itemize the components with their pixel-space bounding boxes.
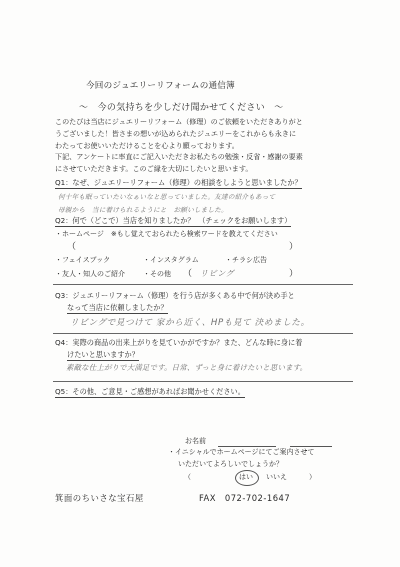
q2-question: Q2：何で（どこで）当店を知りましたか？ （チェックをお願いします）	[55, 216, 292, 225]
q2-option-friend: ・友人・知人のご紹介	[55, 270, 125, 278]
intro-line: このたびは当店にジュエリーリフォーム（修理）のご依頼をいただきありがと	[55, 117, 303, 126]
consent-paren-close: ）	[309, 473, 316, 481]
q2-option-other: ・その他	[143, 270, 171, 278]
q2-option-homepage: ・ホームページ ※もし覚えておられたら検索ワードを教えてください	[55, 230, 278, 238]
divider-line	[53, 333, 353, 334]
q3-answer: リビングで見つけて 家から近く、HPも見て 決めました。	[70, 318, 310, 328]
consent-no-option: いいえ	[266, 473, 287, 481]
q2-other-answer: リビング	[200, 269, 235, 278]
q1-answer-line-2: 母親から 当に着けられるようにと お願いしました。	[58, 206, 228, 214]
q2-option-flyer: ・チラシ広告	[225, 256, 267, 264]
intro-line: にさせていただきます。このご縁を大切にしたいと思います。	[55, 164, 253, 174]
survey-title: 今回のジュエリーリフォームの通信簿	[86, 81, 235, 91]
intro-line: 下記、アンケートに率直にご記入いただきお私たちの勉強・反省・感謝の要素	[55, 152, 303, 162]
q4-question-line-1: Q4：実際の商品の出来上がりを見ていかがですか？また、どんな時に身に着	[55, 338, 303, 347]
q5-question: Q5：その他、ご意見・ご感想があればお聞かせください。	[55, 387, 245, 396]
initial-consent-line-2: いただいてよろしいでしょうか？	[178, 460, 283, 468]
intro-line: うございました！皆さまの想いが込められたジュエリーをこれからも永きに	[55, 128, 297, 138]
initial-consent-line-1: ・イニシャルでホームページにてご案内させて	[168, 448, 315, 456]
q4-answer: 素敵な仕上がりで大満足です。日常、ずっと身に着けたいと思います。	[66, 363, 308, 372]
q2-other-bracket-open: （	[183, 269, 193, 279]
q2-bracket-open: （	[67, 242, 77, 252]
intro-line: わたってお使いいただけることを心より願っております。	[55, 140, 239, 150]
q4-question-line-2: けたいと思いますか？	[67, 350, 139, 359]
q2-option-facebook: ・フェイスブック	[55, 256, 111, 264]
consent-yes-option: はい	[239, 473, 253, 481]
consent-paren-open: （	[184, 473, 191, 481]
yes-circle-mark	[235, 470, 259, 486]
survey-subtitle: ～ 今の気持ちを少しだけ聞かせてください ～	[79, 103, 284, 113]
q3-question-line-2: なって当店に依頼しましたか？	[67, 303, 168, 312]
q2-option-instagram: ・インスタグラム	[143, 256, 199, 264]
name-label: お名前	[185, 437, 206, 445]
fax-number: FAX 072-702-1647	[199, 493, 291, 503]
q2-other-bracket-close: ）	[289, 269, 299, 279]
q1-answer-line-1: 何十年も眠っていたいなぁいなと思っていました。友達の紹介もあって	[58, 193, 276, 201]
q1-question: Q1：なぜ、ジュエリーリフォーム（修理）の相談をしようと思いましたか？	[55, 178, 302, 187]
q2-bracket-close: ）	[289, 242, 299, 252]
divider-line	[53, 284, 353, 285]
q3-question-line-1: Q3：ジュエリーリフォーム（修理）を行う店が多くある中で何が決め手と	[55, 291, 295, 300]
shop-name: 箕面のちいさな宝石屋	[55, 493, 144, 503]
intro-text	[55, 116, 355, 175]
divider-line	[53, 381, 353, 382]
